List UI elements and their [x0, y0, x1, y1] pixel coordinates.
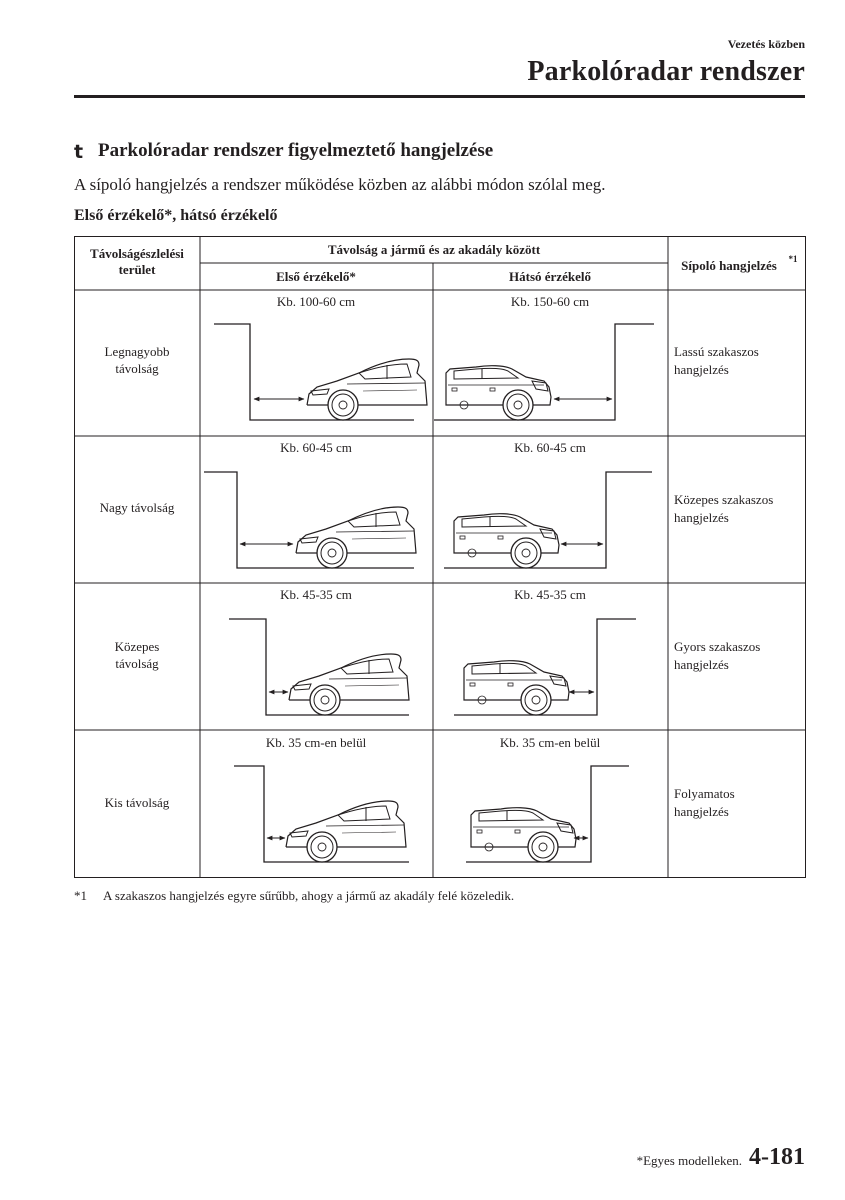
row4-front-distance: Kb. 35 cm-en belül	[265, 735, 367, 750]
row4-area-line1: Kis távolság	[104, 795, 170, 810]
title-rule	[74, 95, 805, 98]
front-sensor-diagram	[229, 619, 409, 715]
rear-sensor-diagram	[454, 619, 636, 715]
row3-area-line1: Közepes	[114, 639, 160, 654]
row2-beep-line1: Közepes szakaszos	[674, 492, 774, 507]
row3-beep-line1: Gyors szakaszos	[674, 639, 761, 654]
heading-marker: t	[74, 141, 84, 163]
footnote-text: A szakaszos hangjelzés egyre sűrűbb, ahogy a jármű az akadály felé közeledik.	[103, 888, 515, 903]
row2-area-line1: Nagy távolság	[99, 500, 175, 515]
table-subheading: Első érzékelő*, hátsó érzékelő	[74, 207, 278, 224]
table-border	[75, 237, 806, 878]
section-heading: Parkolóradar rendszer figyelmeztető hangjelzése	[98, 140, 494, 161]
row3-front-distance: Kb. 45-35 cm	[280, 587, 352, 602]
row1-rear-distance: Kb. 150-60 cm	[510, 294, 590, 309]
car-front-icon	[307, 359, 427, 420]
page-title: Parkolóradar rendszer	[527, 56, 805, 87]
row3-area-line2: távolság	[115, 656, 159, 671]
row1-area-line1: Legnagyobb	[104, 344, 170, 359]
front-sensor-diagram	[234, 766, 409, 862]
header-beep: Sípoló hangjelzés	[681, 258, 777, 273]
car-front-icon	[296, 507, 416, 568]
car-front-icon	[286, 801, 406, 862]
row4-rear-distance: Kb. 35 cm-en belül	[499, 735, 601, 750]
sensor-table	[74, 236, 806, 878]
front-sensor-diagram	[214, 324, 427, 420]
footnote-mark: *1	[74, 888, 87, 903]
row1-beep-line1: Lassú szakaszos	[674, 344, 759, 359]
rear-sensor-diagram	[434, 324, 654, 420]
row4-beep-line1: Folyamatos	[674, 786, 735, 801]
models-note: *Egyes modelleken.	[636, 1153, 742, 1168]
car-front-icon	[289, 654, 409, 715]
row3-rear-distance: Kb. 45-35 cm	[514, 587, 586, 602]
row1-area-line2: távolság	[115, 361, 159, 376]
car-rear-icon	[464, 661, 569, 715]
header-beep-footnote: *1	[788, 254, 798, 264]
row3-beep-line2: hangjelzés	[674, 657, 729, 672]
page-number: 4-181	[749, 1144, 805, 1170]
header-distance: Távolság a jármű és az akadály között	[327, 242, 541, 257]
rear-sensor-diagram	[444, 472, 652, 568]
section-label: Vezetés közben	[727, 37, 805, 51]
front-sensor-diagram	[204, 472, 416, 568]
intro-paragraph: A sípoló hangjelzés a rendszer működése közben az alábbi módon szólal meg.	[74, 175, 606, 194]
header-area-line1: Távolságészlelési	[90, 246, 184, 261]
row4-beep-line2: hangjelzés	[674, 804, 729, 819]
row1-beep-line2: hangjelzés	[674, 362, 729, 377]
row1-front-distance: Kb. 100-60 cm	[276, 294, 356, 309]
header-area-line2: terület	[118, 262, 156, 277]
rear-sensor-diagram	[466, 766, 629, 862]
header-rear-sensor: Hátsó érzékelő	[509, 269, 591, 284]
car-rear-icon	[446, 366, 551, 420]
header-front-sensor: Első érzékelő*	[276, 269, 356, 284]
car-rear-icon	[471, 808, 576, 862]
row2-front-distance: Kb. 60-45 cm	[280, 440, 352, 455]
row2-beep-line2: hangjelzés	[674, 510, 729, 525]
car-rear-icon	[454, 514, 559, 568]
row2-rear-distance: Kb. 60-45 cm	[514, 440, 586, 455]
